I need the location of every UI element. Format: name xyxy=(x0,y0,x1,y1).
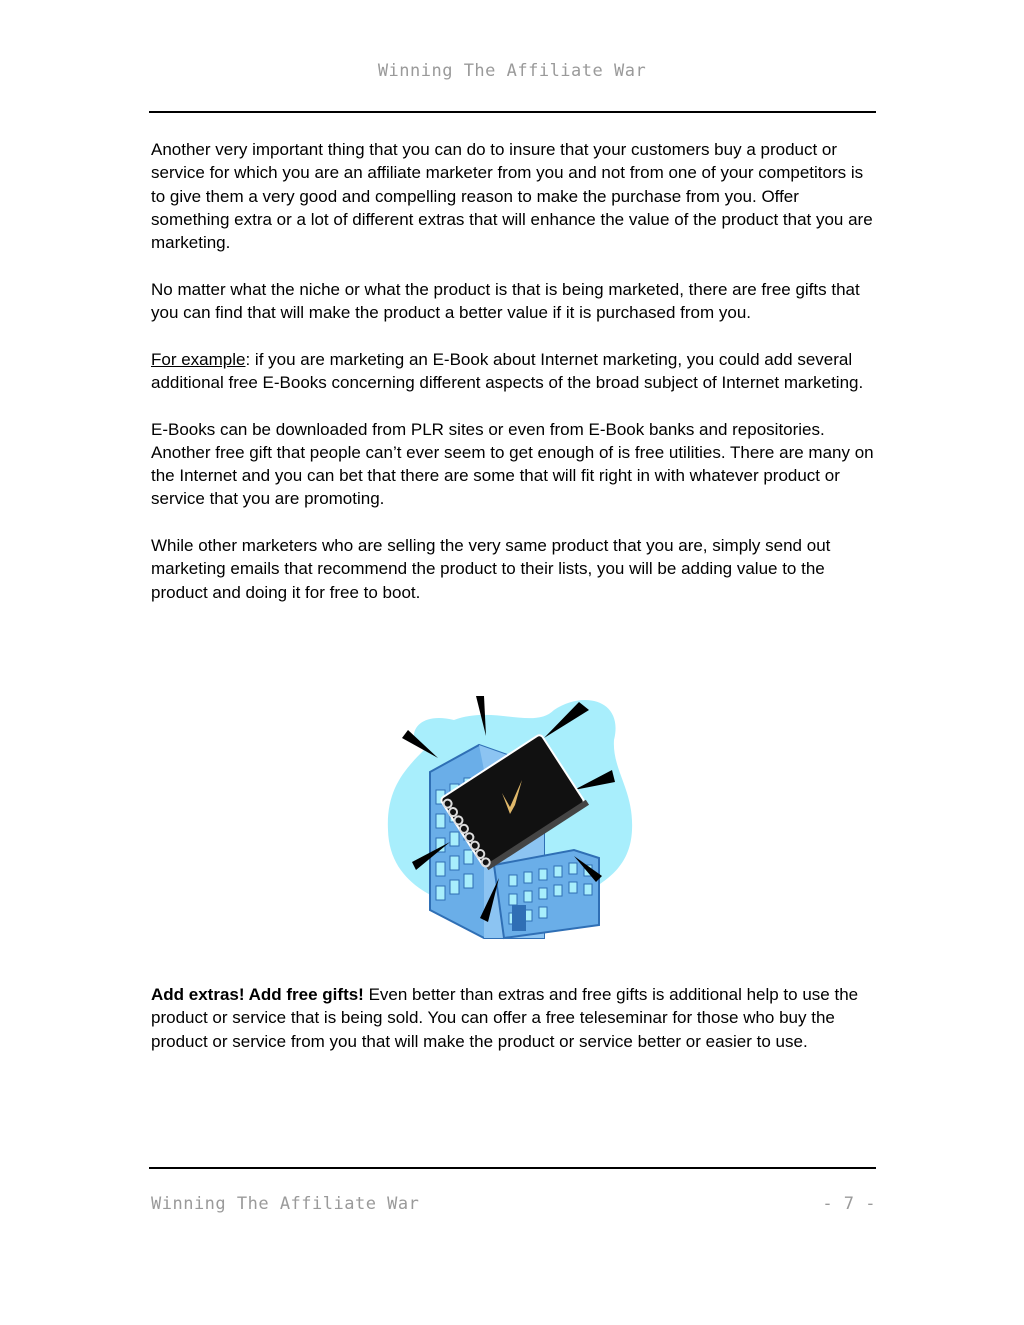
paragraph-1: Another very important thing that you can do to insure that your customers buy a product or service for which you are an affiliate marketer from you and not from one of your competitors is to give them a very good and compelling reason to make the purchase from you. Offer something extra or a lot of different extras that will enhance the value of the product that you are marketing. xyxy=(151,140,873,253)
header-title: Winning The Affiliate War xyxy=(377,61,647,81)
paragraph-5: While other marketers who are selling the very same product that you are, simply send out marketing emails that recommend the product to their lists, you will be adding value to the product and doing it for free to boot. xyxy=(151,536,831,602)
footer-title: Winning The Affiliate War xyxy=(151,1194,420,1214)
body-content xyxy=(151,138,876,627)
closing-paragraph-block xyxy=(151,983,876,1053)
add-extras-heading: Add extras! Add free gifts! xyxy=(151,985,364,1004)
paragraph-6 xyxy=(151,983,876,1053)
paragraph-3-text: : if you are marketing an E-Book about Internet marketing, you could add several additional free E-Books concerning different aspects of the broad subject of Internet marketing. xyxy=(151,349,864,392)
footer-rule xyxy=(149,1167,876,1169)
page-number: - 7 - xyxy=(822,1194,876,1214)
header-rule xyxy=(149,111,876,113)
notebook-building-illustration xyxy=(384,690,640,940)
paragraph-4: E-Books can be downloaded from PLR sites or even from E-Book banks and repositories. Another free gift that people can’t ever seem to get enough of is free utilities. There are many on the Internet and you can bet that there are some that will fit right in with whatever product or service that you are promoting. xyxy=(151,419,874,509)
for-example-label: For example xyxy=(151,349,246,369)
paragraph-6-text: Even better than extras and free gifts is additional help to use the product or service that is being sold. You can offer a free teleseminar for those who buy the product or service from you that will make the product or service better or easier to use. xyxy=(151,985,859,1051)
paragraph-2: No matter what the niche or what the product is that is being marketed, there are free gifts that you can find that will make the product a better value if it is purchased from you. xyxy=(151,279,860,323)
paragraph-3 xyxy=(151,348,876,395)
